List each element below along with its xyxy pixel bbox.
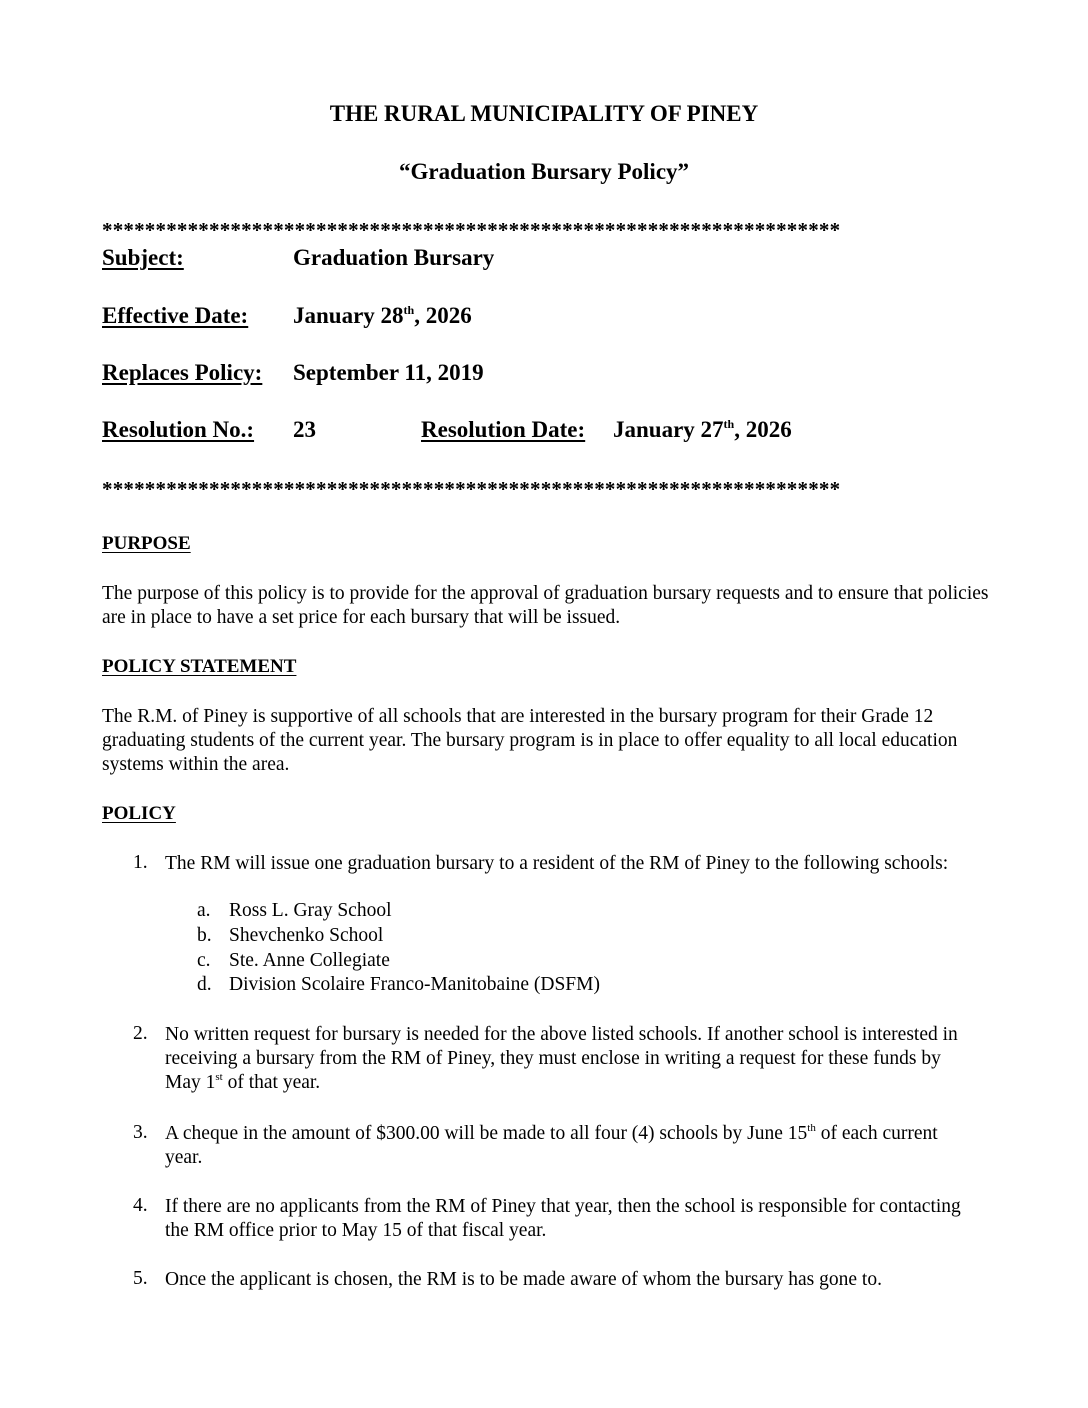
policy-heading: POLICY: [102, 803, 176, 824]
resolution-no-value: 23: [293, 417, 316, 442]
policy-item-5-number: 5.: [133, 1268, 148, 1289]
school-d-name: Division Scolaire Franco-Manitobaine (DSFM): [229, 974, 600, 995]
policy-item-2-ordinal: st: [215, 1071, 223, 1083]
effective-date-year: , 2026: [414, 303, 472, 328]
resolution-date-ordinal: th: [723, 417, 735, 431]
effective-date-main: January 28: [293, 303, 404, 328]
resolution-date-label: Resolution Date:: [421, 417, 586, 442]
effective-date-ordinal: th: [403, 303, 415, 317]
policy-item-3-text: [165, 1122, 965, 1170]
policy-statement-heading: POLICY STATEMENT: [102, 656, 297, 677]
school-a-letter: a.: [197, 900, 211, 921]
divider-bottom: *********************************************************************: [102, 477, 841, 501]
document-subtitle: “Graduation Bursary Policy”: [398, 159, 690, 184]
purpose-heading: PURPOSE: [102, 533, 191, 554]
policy-item-4-text: If there are no applicants from the RM of Piney that year, then the school is responsible for contacting the RM office prior to May 15 of that fiscal year.: [165, 1196, 961, 1241]
school-b-name: Shevchenko School: [229, 925, 384, 946]
policy-item-3-end: of each current year.: [165, 1123, 938, 1168]
resolution-no-label: Resolution No.:: [102, 417, 255, 442]
policy-item-4-number: 4.: [133, 1195, 148, 1216]
document-title: THE RURAL MUNICIPALITY OF PINEY: [329, 101, 759, 126]
subject-value: Graduation Bursary: [293, 245, 495, 270]
policy-item-2-end: of that year.: [222, 1072, 321, 1093]
replaces-policy-value: September 11, 2019: [293, 360, 484, 385]
policy-item-2-number: 2.: [133, 1023, 148, 1044]
divider-top: *********************************************************************: [102, 218, 841, 242]
policy-statement-text: The R.M. of Piney is supportive of all schools that are interested in the bursary program for their Grade 12 graduating students of the current year. The bursary program is in place to offer equality to all local education systems within the area.: [102, 706, 958, 775]
replaces-policy-label: Replaces Policy:: [102, 360, 263, 385]
purpose-text: The purpose of this policy is to provide for the approval of graduation bursary requests and to ensure that policies are in place to have a set price for each bursary that will be issued.: [102, 583, 989, 628]
policy-item-2-text: [165, 1023, 975, 1095]
policy-item-3-main: A cheque in the amount of $300.00 will be made to all four (4) schools by June 15: [165, 1123, 808, 1144]
school-a-name: Ross L. Gray School: [229, 900, 392, 921]
school-b-letter: b.: [197, 925, 212, 946]
policy-item-3-number: 3.: [133, 1122, 148, 1143]
resolution-date-main: January 27: [613, 417, 724, 442]
school-d-letter: d.: [197, 974, 212, 995]
subject-label: Subject:: [102, 245, 184, 270]
policy-item-2-main: No written request for bursary is needed for the above listed schools. If another school is interested in receiving a bursary from the RM of Piney, they must enclose in writing a request for these funds by May 1: [165, 1024, 958, 1093]
policy-item-3-ordinal: th: [807, 1122, 816, 1134]
school-c-letter: c.: [197, 950, 211, 971]
effective-date-value: [293, 303, 472, 329]
policy-item-1-number: 1.: [133, 852, 148, 873]
resolution-date-value: [613, 417, 792, 443]
resolution-date-year: , 2026: [734, 417, 792, 442]
effective-date-label: Effective Date:: [102, 303, 249, 328]
school-c-name: Ste. Anne Collegiate: [229, 950, 390, 971]
policy-item-1-text: The RM will issue one graduation bursary to a resident of the RM of Piney to the following schools:: [165, 853, 949, 874]
policy-item-5-text: Once the applicant is chosen, the RM is to be made aware of whom the bursary has gone to.: [165, 1269, 882, 1290]
